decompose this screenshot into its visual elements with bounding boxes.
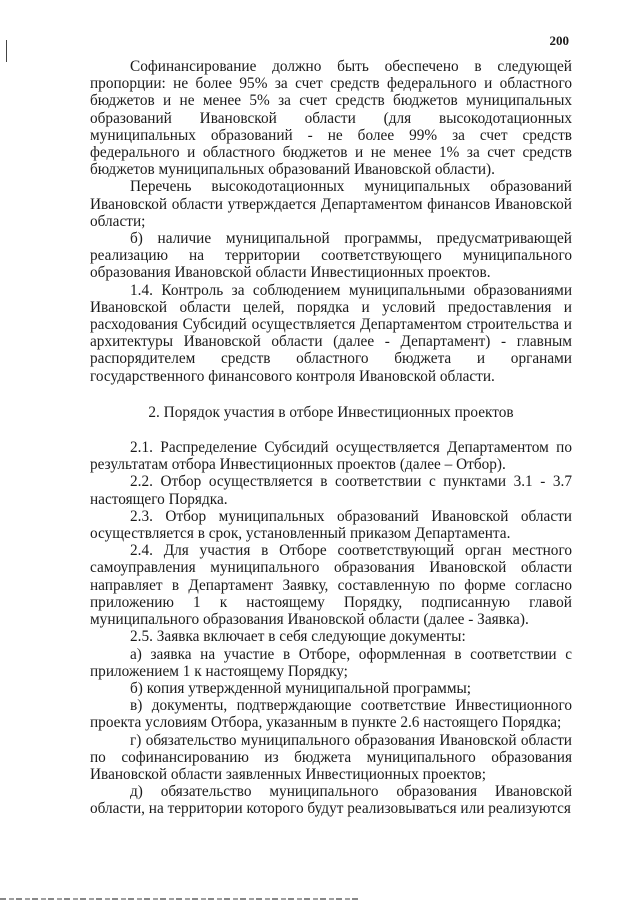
paragraph-2-1: 2.1. Распределение Субсидий осуществляется Департаментом по результатам отбора Инвестиционных проектов (далее – Отбор). <box>90 439 572 474</box>
paragraph-1-4: 1.4. Контроль за соблюдением муниципальными образованиями Ивановской области целей, порядка и условий предоставления и расходования Субсидий осуществляется Департаментом строительства и архитектуры Ивановской области (далее - Департамент) - главным распорядителем средств областного бюджета и органами государственного финансового контроля Ивановской области. <box>90 281 572 385</box>
section-heading: 2. Порядок участия в отборе Инвестиционных проектов <box>148 403 514 421</box>
list-item-a: а) заявка на участие в Отборе, оформленная в соответствии с приложением 1 к настоящему Порядку; <box>90 645 572 680</box>
paragraph-2-3: 2.3. Отбор муниципальных образований Ивановской области осуществляется в срок, установленный приказом Департамента. <box>90 507 572 543</box>
scan-edge-mark <box>6 40 7 62</box>
list-item-g: г) обязательство муниципального образования Ивановской области по софинансированию из бюджета муниципального образования Ивановской области заявленных Инвестиционных проектов; <box>90 731 572 783</box>
paragraph-2-4: 2.4. Для участия в Отборе соответствующий орган местного самоуправления муниципального образования Ивановской области направляет в Департамент Заявку, составленную по форме согласно приложению 1 к настоящему Порядку, подписанную главой муниципального образования Ивановской области (далее - Заявка). <box>90 542 572 629</box>
page-number: 200 <box>549 33 569 48</box>
paragraph-2-5: 2.5. Заявка включает в себя следующие документы: <box>130 628 466 646</box>
paragraph-2-2: 2.2. Отбор осуществляется в соответствии с пунктами 3.1 - 3.7 настоящего Порядка. <box>90 473 572 508</box>
scan-artifact <box>0 898 360 900</box>
list-item-d: д) обязательство муниципального образования Ивановской области, на территории которого будут реализовываться или реализуются <box>90 783 572 818</box>
document-body <box>90 58 572 818</box>
paragraph-item-b: б) наличие муниципальной программы, предусматривающей реализацию на территории соответствующего муниципального образования Ивановской области Инвестиционных проектов. <box>90 230 572 282</box>
paragraph-high-subsidy-list: Перечень высокодотационных муниципальных образований Ивановской области утверждается Департаментом финансов Ивановской области; <box>90 178 572 230</box>
list-item-b: б) копия утвержденной муниципальной программы; <box>130 679 472 697</box>
list-item-v: в) документы, подтверждающие соответствие Инвестиционного проекта условиям Отбора, указанным в пункте 2.6 настоящего Порядка; <box>90 697 572 732</box>
paragraph-cofinancing: Софинансирование должно быть обеспечено в следующей пропорции: не более 95% за счет средств федерального и областного бюджетов и не менее 5% за счет средств бюджетов муниципальных образований Ивановской области (для высокодотационных муниципальных образований - не более 99% за счет средств федерального и областного бюджетов и не менее 1% за счет средств бюджетов муниципальных образований Ивановской области). <box>90 58 572 179</box>
